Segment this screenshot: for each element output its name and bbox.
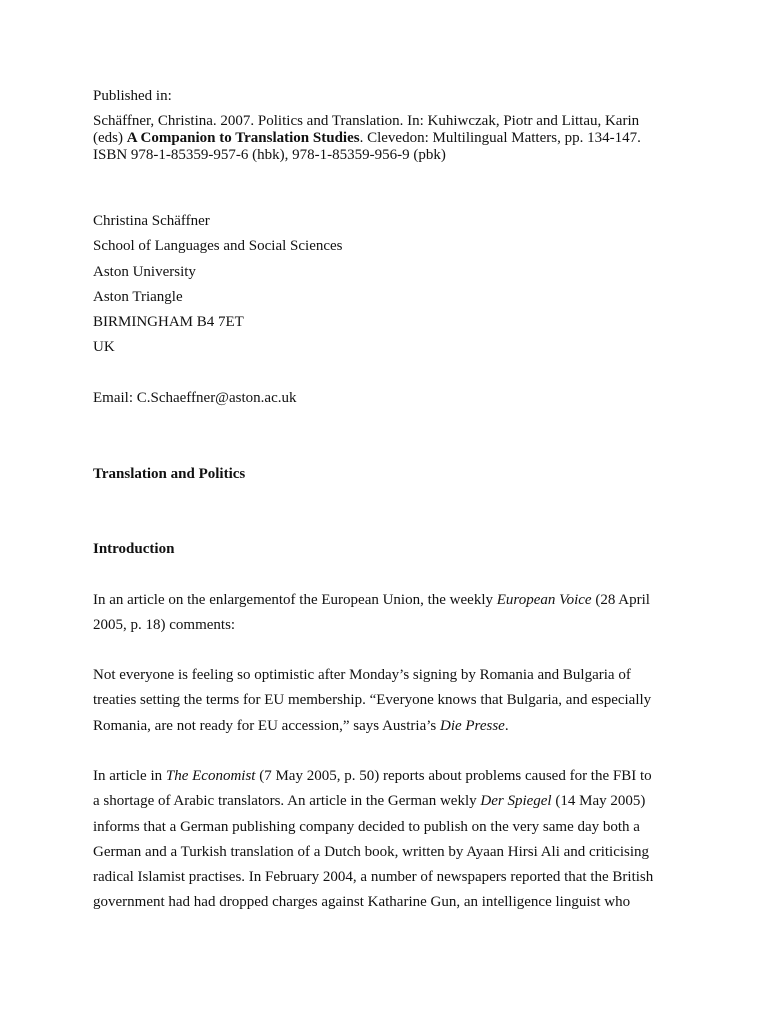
quote-line-1: Not everyone is feeling so optimistic after Monday’s signing by Romania and Bulgaria of <box>93 667 631 683</box>
paragraph-2-line-6: government had had dropped charges against Katharine Gun, an intelligence linguist who <box>93 894 631 911</box>
quote-publication-name: Die Presse <box>439 717 505 734</box>
p2-l1-b: (7 May 2005, p. 50) reports about problems caused for the FBI to <box>255 768 652 784</box>
paragraph-1-line-1 <box>93 588 693 613</box>
published-in-label <box>93 88 693 105</box>
citation-line-1 <box>93 113 693 130</box>
document-title <box>93 462 693 487</box>
section-heading <box>93 537 693 562</box>
block-quote <box>93 663 693 739</box>
paragraph-1 <box>93 588 693 639</box>
p1-publication-name: European Voice <box>496 592 592 608</box>
section-heading-text: Introduction <box>93 541 175 557</box>
isbn-text: ISBN 978-1-85359-957-6 (hbk), 978-1-85359-956-9 (pbk) <box>93 147 446 163</box>
citation-line-2-a: (eds) <box>93 130 127 146</box>
street-address: Aston Triangle <box>93 288 183 305</box>
p2-publication-economist: The Economist <box>165 768 256 784</box>
paragraph-2-line-5: radical Islamist practises. In February 2004, a number of newspapers reported that the British <box>93 869 654 886</box>
citation-line-2-b: . Clevedon: Multilingual Matters, pp. 134-147. <box>359 130 641 146</box>
citation-line-3 <box>93 147 693 164</box>
p2-l1-a: In article in <box>93 768 166 784</box>
email-text: Email: C.Schaeffner@aston.ac.uk <box>93 390 297 406</box>
paragraph-2-line-2 <box>93 789 693 814</box>
p2-publication-spiegel: Der Spiegel <box>480 793 552 810</box>
author-name: Christina Schäffner <box>93 213 210 229</box>
paragraph-2 <box>93 764 693 916</box>
citation-line-1-text: Schäffner, Christina. 2007. Politics and Translation. In: Kuhiwczak, Piotr and Littau, Karin <box>93 113 640 129</box>
p1-l1-a: In an article on the enlargementof the European Union, the weekly <box>93 592 497 608</box>
quote-line-2: treaties setting the terms for EU membership. “Everyone knows that Bulgaria, and especially <box>93 692 652 709</box>
paragraph-2-line-3: informs that a German publishing company decided to publish on the very same day both a <box>93 818 640 835</box>
quote-l3-a: Romania, are not ready for EU accession,” says Austria’s <box>93 717 440 734</box>
paragraph-2-line-4: German and a Turkish translation of a Dutch book, written by Ayaan Hirsi Ali and criticising <box>93 843 650 860</box>
email-line <box>93 386 693 411</box>
paragraph-2-line-1 <box>93 764 693 789</box>
book-title: A Companion to Translation Studies <box>126 130 360 146</box>
university-name: Aston University <box>93 263 196 280</box>
quote-l3-b: . <box>504 717 509 734</box>
country: UK <box>93 339 115 356</box>
citation <box>93 113 693 164</box>
school-name: School of Languages and Social Sciences <box>93 238 343 255</box>
city-postcode: BIRMINGHAM B4 7ET <box>93 314 244 331</box>
p1-l1-b: (28 April <box>591 592 650 608</box>
p2-l2-b: (14 May 2005) <box>551 793 646 810</box>
citation-line-2 <box>93 130 693 147</box>
p2-l2-a: a shortage of Arabic translators. An article in the German wekly <box>93 793 481 810</box>
quote-line-3 <box>93 714 693 739</box>
document-title-text: Translation and Politics <box>93 466 246 482</box>
address-block <box>93 209 693 361</box>
paragraph-1-line-2: 2005, p. 18) comments: <box>93 617 236 634</box>
published-in-text: Published in: <box>93 88 172 104</box>
